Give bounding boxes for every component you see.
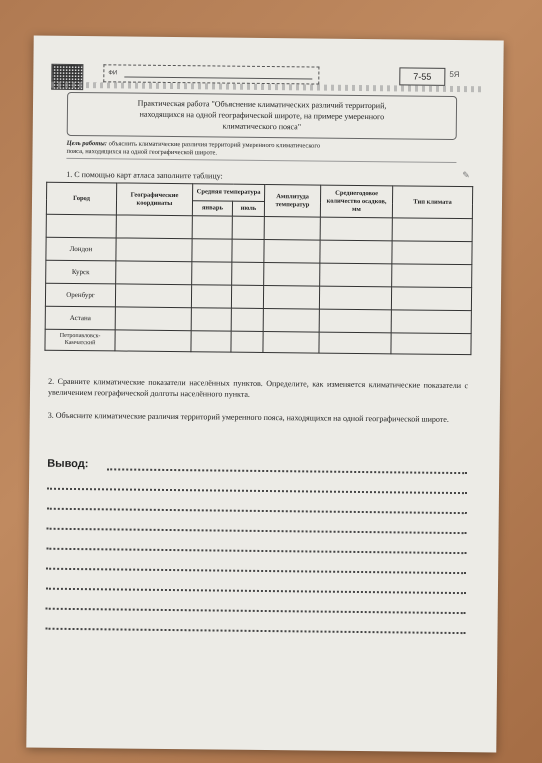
city-cell: Оренбург [45, 283, 115, 307]
answer-line[interactable] [47, 508, 467, 514]
header-amplitude: Амплитуда температур [264, 184, 320, 217]
task-2: 2. Сравните климатические показатели населённых пунктов. Определите, как изменяется климатические показатели с увеличением географической долготы населённого пункта. [47, 376, 469, 399]
title-box [67, 92, 457, 140]
answer-line[interactable] [46, 568, 466, 574]
name-label: ФИ [108, 70, 118, 77]
publisher-logo-icon: 5Я [449, 69, 460, 80]
answer-line[interactable] [107, 468, 467, 474]
climate-table [44, 182, 473, 355]
answer-line[interactable] [46, 608, 466, 614]
city-cell: Курск [46, 260, 116, 284]
pencil-icon: ✎ [462, 170, 470, 181]
answer-line[interactable] [46, 588, 466, 594]
header-jul: июль [232, 201, 264, 216]
worksheet-page [26, 36, 503, 753]
header-coords: Географические координаты [116, 183, 192, 216]
title-line-3: климатического пояса" [222, 121, 302, 132]
header-jan: январь [192, 201, 232, 216]
task-1: 1. С помощью карт атласа заполните таблицу: [66, 169, 223, 181]
answer-line[interactable] [46, 548, 466, 554]
title-line-2: находящихся на одной географической широте, на примере умеренного [139, 109, 385, 122]
goal-text-2: пояса, находящихся на одной географической широте. [66, 147, 218, 157]
goal-text-1: объяснить климатические различия территорий умеренного климатического [108, 140, 321, 150]
conclusion-label: Вывод: [47, 457, 89, 471]
name-field[interactable] [103, 64, 319, 84]
header-precip: Среднегодовое количество осадков, мм [320, 185, 392, 218]
name-line [124, 77, 312, 80]
header-climate: Тип климата [392, 186, 472, 219]
answer-line[interactable] [47, 488, 467, 494]
worksheet-code: 7-55 [399, 67, 445, 85]
table-row [45, 329, 471, 354]
city-cell: Астана [45, 306, 115, 330]
header-avg-temp: Средняя температура [193, 184, 265, 202]
task-3: 3. Объясните климатические различия территорий умеренного пояса, находящихся на одной географической широте. [47, 410, 449, 424]
header-city: Город [46, 182, 116, 215]
goal-text [66, 140, 456, 160]
answer-line[interactable] [47, 528, 467, 534]
answer-line[interactable] [46, 628, 466, 634]
city-cell: Лондон [46, 237, 116, 261]
goal-label: Цель работы: [66, 139, 108, 148]
city-cell: Петропавловск-Камчатский [45, 329, 115, 351]
title-line-1: Практическая работа "Объяснение климатических различий территорий, [137, 98, 387, 111]
